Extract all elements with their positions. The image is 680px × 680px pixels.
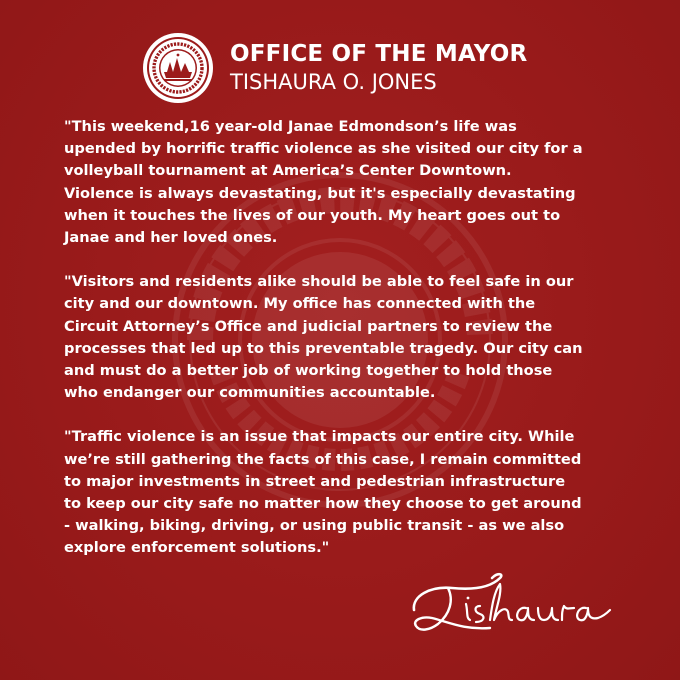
office-title: OFFICE OF THE MAYOR — [230, 41, 528, 67]
statement-paragraph-1: "This weekend,16 year-old Janae Edmondson’s life was upended by horrific traffic violence as she visited our city for a volleyball tournament at America’s Center Downtown. Violence is always devastating, but it's especially devastating when it touches the lives of our youth. My heart goes out to Janae and her loved ones. — [64, 118, 583, 247]
statement-body — [64, 116, 644, 582]
mayor-signature — [408, 566, 616, 646]
mayor-name: TISHAURA O. JONES — [230, 70, 437, 94]
city-seal-icon — [142, 32, 214, 104]
header — [142, 32, 542, 108]
statement-paragraph-2: "Visitors and residents alike should be able to feel safe in our city and our downtown. My office has connected with the Circuit Attorney’s Office and judicial partners to review the processes that led up to this preventable tragedy. Our city can and must do a better job of working together to hold those who endanger our communities accountable. — [64, 273, 583, 402]
statement-paragraph-3: "Traffic violence is an issue that impacts our entire city. While we’re still gathering the facts of this case, I remain committed to major investments in street and pedestrian infrastructure to keep our city safe no matter how they choose to get around - walking, biking, driving, or using public transit - as we also explore enforcement solutions." — [64, 428, 582, 557]
